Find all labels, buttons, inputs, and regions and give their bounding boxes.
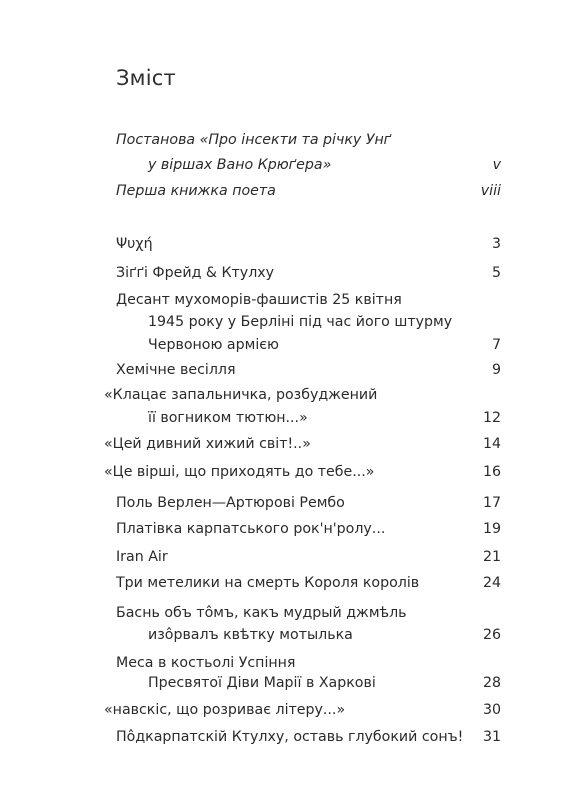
entry-6-page: 14 — [482, 436, 501, 452]
entry-1-line-1: Ψυχή — [116, 236, 153, 252]
entry-7-page: 16 — [482, 464, 501, 480]
entry-2-page: 5 — [491, 265, 501, 281]
entry-11-line-1: Три метелики на смерть Короля королів — [116, 575, 420, 591]
entry-13-line-2: Пресвятої Діви Марії в Харкові — [148, 675, 376, 691]
front-matter-1-line-2: у віршах Вано Крюґера» — [148, 157, 332, 173]
entry-4-page: 9 — [491, 362, 501, 378]
entry-5-line-2: її вогником тютюн...» — [148, 410, 308, 426]
entry-12-page: 26 — [482, 627, 501, 643]
entry-9-line-1: Платівка карпатського рок'н'ролу... — [116, 521, 386, 537]
entry-13-page: 28 — [482, 675, 501, 691]
entry-1-page: 3 — [491, 236, 501, 252]
entry-12-line-1: Баснь объ тôмъ, какъ мудрый джмѣль — [116, 605, 407, 621]
entry-2-line-1: Зіґґі Фрейд & Ктулху — [116, 265, 275, 281]
entry-14-page: 30 — [482, 702, 501, 718]
entry-3-page: 7 — [491, 337, 501, 353]
entry-3-line-1: Десант мухоморів-фашистів 25 квітня — [116, 292, 402, 308]
entry-5-page: 12 — [482, 410, 501, 426]
front-matter-1-line-1: Постанова «Про інсекти та річку Унґ — [116, 132, 392, 148]
entry-8-page: 17 — [482, 495, 501, 511]
entry-12-line-2: изôрвалъ квѣтку мотылька — [148, 627, 353, 643]
page-title: Зміст — [116, 66, 176, 90]
entry-14-line-1: «навскіс, що розриває літеру...» — [104, 702, 346, 718]
entry-11-page: 24 — [482, 575, 501, 591]
entry-5-line-1: «Клацає запальничка, розбуджений — [104, 387, 378, 403]
front-matter-1-page: v — [492, 157, 501, 173]
entry-4-line-1: Хемічне весілля — [116, 362, 236, 378]
entry-6-line-1: «Цей дивний хижий світ!..» — [104, 436, 311, 452]
entry-10-line-1: Iran Air — [116, 549, 168, 565]
entry-3-line-2: 1945 року у Берліні під час його штурму — [148, 314, 453, 330]
entry-15-line-1: Пôдкарпатскій Ктулху, оставь глубокий сонъ! — [116, 729, 464, 745]
entry-15-page: 31 — [482, 729, 501, 745]
entry-10-page: 21 — [482, 549, 501, 565]
entry-8-line-1: Поль Верлен—Артюрові Рембо — [116, 495, 345, 511]
front-matter-2-line-1: Перша книжка поета — [116, 183, 276, 199]
entry-13-line-1: Меса в костьолі Успіння — [116, 655, 296, 671]
front-matter-2-page: viii — [480, 183, 501, 199]
entry-9-page: 19 — [482, 521, 501, 537]
entry-7-line-1: «Це вірші, що приходять до тебе...» — [104, 464, 375, 480]
entry-3-line-3: Червоною армією — [148, 337, 279, 353]
